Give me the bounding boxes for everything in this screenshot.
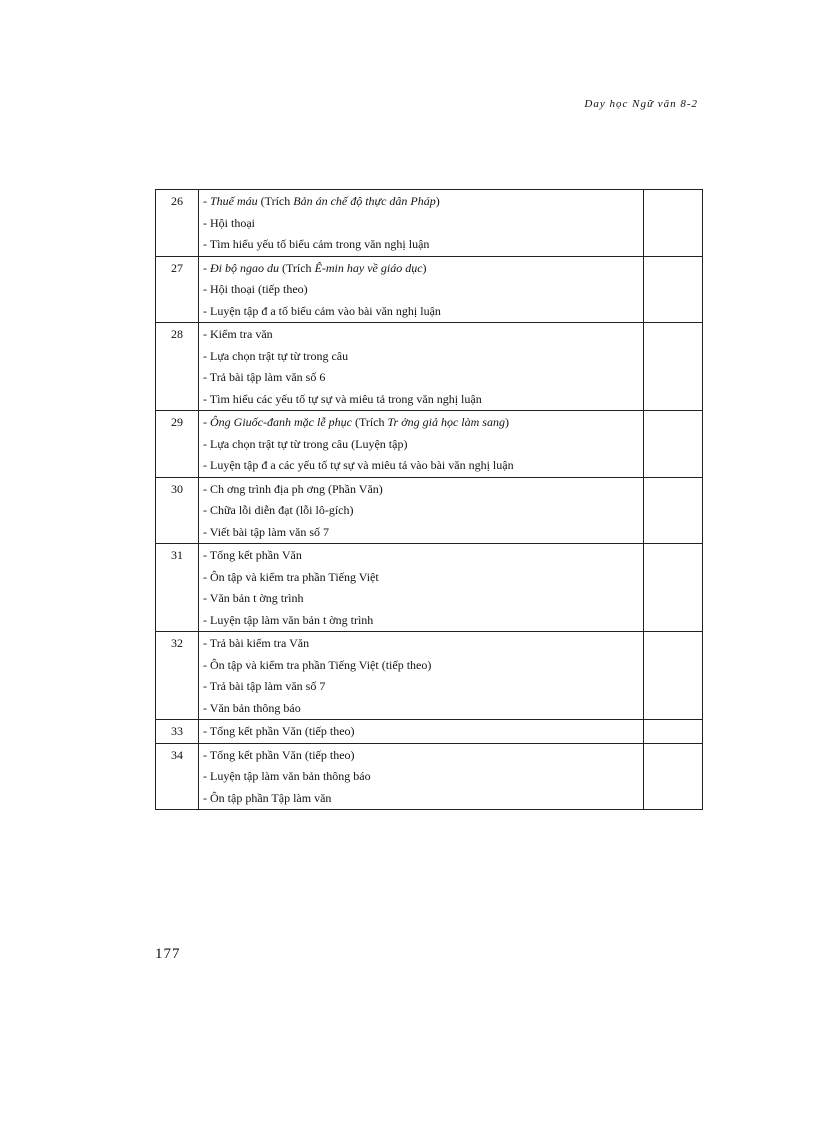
week-number: 30	[171, 481, 183, 496]
lesson-item	[199, 655, 643, 677]
table-row	[156, 632, 703, 720]
lesson-text: -	[203, 260, 210, 275]
lesson-item	[199, 411, 643, 434]
lesson-item	[199, 720, 643, 743]
week-number: 31	[171, 548, 183, 562]
lesson-text: - Luyện tập làm văn bản thông báo	[203, 769, 371, 783]
lesson-title-italic: Tr ởng giả học làm sang	[387, 415, 505, 429]
lesson-item	[199, 257, 643, 280]
lesson-item	[199, 676, 643, 698]
week-number-cell	[156, 743, 199, 810]
notes-cell	[644, 190, 703, 257]
lesson-title-italic: Ông Giuốc-đanh mặc lễ phục	[210, 415, 352, 429]
lesson-item	[199, 567, 643, 589]
week-number-cell	[156, 323, 199, 411]
week-number: 32	[171, 636, 183, 650]
curriculum-table	[155, 189, 703, 810]
lesson-item	[199, 698, 643, 720]
lesson-text: - Viết bài tập làm văn số 7	[203, 524, 330, 539]
lesson-text: - Hội thoại (tiếp theo)	[203, 282, 308, 296]
week-number-cell	[156, 632, 199, 720]
week-number: 27	[171, 260, 183, 275]
lesson-text: - Luyện tập đ a các yếu tố tự sự và miêu tả vào bài văn nghị luận	[203, 458, 514, 472]
lesson-text: - Trả bài kiểm tra Văn	[203, 636, 310, 650]
lesson-text: - Tổng kết phần Văn (tiếp theo)	[203, 747, 355, 762]
lesson-list-cell	[199, 411, 644, 478]
table-row	[156, 411, 703, 478]
lesson-text: (Trích	[257, 194, 294, 208]
week-number: 28	[171, 327, 183, 341]
week-number-cell	[156, 477, 199, 544]
lesson-text: (Trích	[351, 415, 388, 429]
lesson-title-italic: Thuế máu	[210, 194, 258, 208]
week-number: 26	[171, 194, 183, 208]
lesson-text: - Chữa lỗi diễn đạt (lỗi lô-gích)	[203, 503, 354, 517]
lesson-item	[199, 632, 643, 655]
lesson-text: - Hội thoại	[203, 215, 255, 230]
lesson-list-cell	[199, 323, 644, 411]
running-header: Day học Ngữ văn 8-2	[584, 98, 698, 110]
lesson-text: - Ôn tập phần Tập làm văn	[203, 790, 332, 805]
lesson-item	[199, 522, 643, 544]
lesson-text: - Kiểm tra văn	[203, 327, 273, 341]
lesson-text: - Trả bài tập làm văn số 7	[203, 679, 326, 693]
lesson-item	[199, 323, 643, 346]
lesson-text: - Tổng kết phần Văn	[203, 548, 302, 562]
lesson-text: (Trích	[279, 260, 315, 275]
week-number: 29	[171, 415, 183, 429]
notes-cell	[644, 411, 703, 478]
lesson-text: )	[422, 260, 427, 275]
lesson-item	[199, 766, 643, 788]
lesson-text: -	[203, 194, 210, 208]
lesson-text: - Ôn tập và kiểm tra phần Tiếng Việt (tiếp theo)	[203, 657, 432, 672]
lesson-item	[199, 190, 643, 213]
lesson-item	[199, 455, 643, 477]
page-number: 177	[155, 946, 181, 962]
lesson-text: - Tìm hiểu các yếu tố tự sự và miêu tả trong văn nghị luận	[203, 391, 482, 406]
lesson-text: - Luyện tập làm văn bản t ờng trình	[203, 612, 374, 627]
lesson-list-cell	[199, 632, 644, 720]
lesson-text: - Văn bản t ờng trình	[203, 591, 304, 605]
table-row	[156, 743, 703, 810]
lesson-item	[199, 610, 643, 632]
table-row	[156, 720, 703, 744]
lesson-list-cell	[199, 544, 644, 632]
lesson-item	[199, 346, 643, 368]
lesson-text: - Ch ơng trình địa ph ơng (Phần Văn)	[203, 481, 383, 496]
week-number-cell	[156, 256, 199, 323]
lesson-text: - Lựa chọn trật tự từ trong câu (Luyện tập)	[203, 436, 408, 451]
lesson-list-cell	[199, 720, 644, 744]
lesson-item	[199, 434, 643, 456]
lesson-item	[199, 389, 643, 411]
lesson-text: - Tìm hiểu yếu tố biểu cảm trong văn nghị luận	[203, 237, 430, 251]
notes-cell	[644, 743, 703, 810]
lesson-text: )	[435, 194, 440, 208]
lesson-item	[199, 367, 643, 389]
lesson-list-cell	[199, 256, 644, 323]
lesson-item	[199, 234, 643, 256]
table-row	[156, 256, 703, 323]
lesson-list-cell	[199, 477, 644, 544]
lesson-title-italic: Đi bộ ngao du	[210, 260, 279, 275]
lesson-title-italic: Ê-min hay về giáo dục	[314, 260, 423, 275]
notes-cell	[644, 544, 703, 632]
notes-cell	[644, 323, 703, 411]
lesson-text: - Tổng kết phần Văn (tiếp theo)	[203, 724, 355, 738]
lesson-text: )	[504, 415, 509, 429]
lesson-item	[199, 544, 643, 567]
table-row	[156, 544, 703, 632]
week-number-cell	[156, 411, 199, 478]
week-number-cell	[156, 544, 199, 632]
week-number: 34	[171, 747, 183, 762]
lesson-item	[199, 279, 643, 301]
notes-cell	[644, 477, 703, 544]
lesson-text: - Ôn tập và kiểm tra phần Tiếng Việt	[203, 569, 379, 584]
week-number-cell	[156, 190, 199, 257]
lesson-item	[199, 588, 643, 610]
lesson-item	[199, 500, 643, 522]
lesson-text: - Trả bài tập làm văn số 6	[203, 370, 326, 384]
lesson-text: - Luyện tập đ a tố biểu cảm vào bài văn nghị luận	[203, 303, 441, 318]
lesson-title-italic: Bản án chế độ thực dân Pháp	[293, 194, 436, 208]
lesson-item	[199, 744, 643, 767]
notes-cell	[644, 632, 703, 720]
lesson-item	[199, 788, 643, 810]
lesson-text: - Văn bản thông báo	[203, 700, 301, 715]
table-row	[156, 323, 703, 411]
week-number: 33	[171, 724, 183, 738]
table-row	[156, 190, 703, 257]
notes-cell	[644, 720, 703, 744]
lesson-text: -	[203, 415, 210, 429]
lesson-list-cell	[199, 743, 644, 810]
lesson-item	[199, 478, 643, 501]
table-row	[156, 477, 703, 544]
week-number-cell	[156, 720, 199, 744]
lesson-item	[199, 301, 643, 323]
lesson-text: - Lựa chọn trật tự từ trong câu	[203, 348, 349, 363]
lesson-list-cell	[199, 190, 644, 257]
lesson-item	[199, 213, 643, 235]
notes-cell	[644, 256, 703, 323]
